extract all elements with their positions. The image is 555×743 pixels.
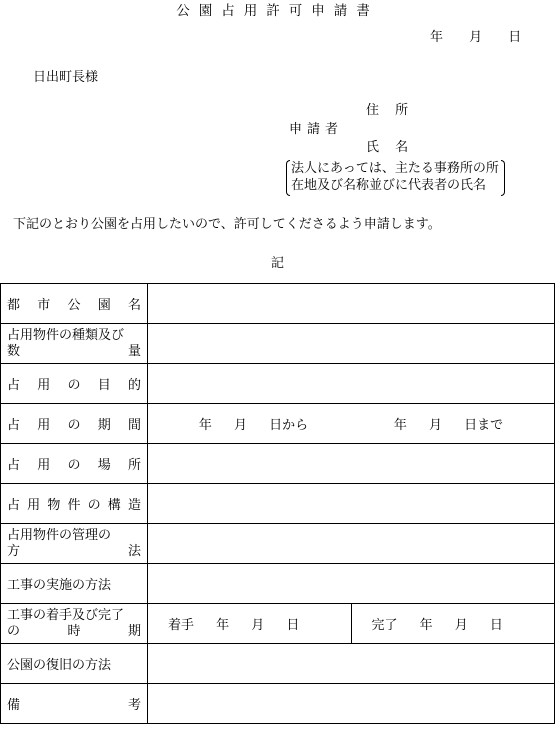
table-row	[1, 444, 555, 484]
management-field[interactable]	[148, 524, 555, 564]
period-to: 年 月 日まで	[393, 418, 504, 433]
corp-note-line-1: 法人にあっては、主たる事務所の所	[291, 161, 499, 176]
end-date-field[interactable]: 完了 年 月 日	[351, 604, 555, 643]
table-row	[1, 524, 555, 564]
date-line: 年 月 日	[430, 30, 522, 45]
intro-text: 下記のとおり公園を占用したいので、許可してくださるよう申請します。	[13, 217, 441, 232]
management-label: 占用物件の管理の 方 法	[1, 524, 148, 564]
period-label: 占 用 の 期 間	[1, 404, 148, 444]
name-label: 氏 名	[366, 140, 415, 155]
period-from: 年 月 日から	[198, 418, 309, 433]
corporation-note	[286, 160, 499, 194]
table-row	[1, 484, 555, 524]
start-end-field	[148, 604, 555, 644]
restore-label: 公園の復旧の方法	[1, 644, 148, 684]
start-end-label: 工事の着手及び完了 の 時 期	[1, 604, 148, 644]
purpose-label: 占 用 の 目 的	[1, 364, 148, 404]
restore-field[interactable]	[148, 644, 555, 684]
place-label: 占 用 の 場 所	[1, 444, 148, 484]
application-form-table	[0, 283, 555, 724]
table-row	[1, 644, 555, 684]
structure-label: 占 用 物 件 の 構 造	[1, 484, 148, 524]
start-date-field[interactable]: 着手 年 月 日	[168, 618, 300, 633]
remarks-label: 備 考	[1, 684, 148, 724]
ki-heading: 記	[270, 256, 284, 271]
applicant-label: 申請者	[289, 122, 344, 137]
corp-note-line-2: 在地及び名称並びに代表者の氏名	[291, 178, 487, 193]
table-row	[1, 404, 555, 444]
type-qty-label: 占用物件の種類及び 数 量	[1, 324, 148, 364]
period-field[interactable]	[148, 404, 555, 444]
left-bracket	[286, 160, 290, 196]
table-row	[1, 284, 555, 324]
park-name-label: 都 市 公 園 名	[1, 284, 148, 324]
construction-method-field[interactable]	[148, 564, 555, 604]
remarks-field[interactable]	[148, 684, 555, 724]
structure-field[interactable]	[148, 484, 555, 524]
type-qty-field[interactable]	[148, 324, 555, 364]
addressee: 日出町長様	[33, 70, 99, 85]
table-row	[1, 364, 555, 404]
purpose-field[interactable]	[148, 364, 555, 404]
table-row	[1, 684, 555, 724]
table-row	[1, 324, 555, 364]
address-label: 住 所	[366, 103, 415, 118]
table-row	[1, 564, 555, 604]
table-row	[1, 604, 555, 644]
construction-method-label: 工事の実施の方法	[1, 564, 148, 604]
page-title: 公園占用許可申請書	[176, 3, 379, 19]
right-bracket	[501, 160, 505, 196]
place-field[interactable]	[148, 444, 555, 484]
park-name-field[interactable]	[148, 284, 555, 324]
